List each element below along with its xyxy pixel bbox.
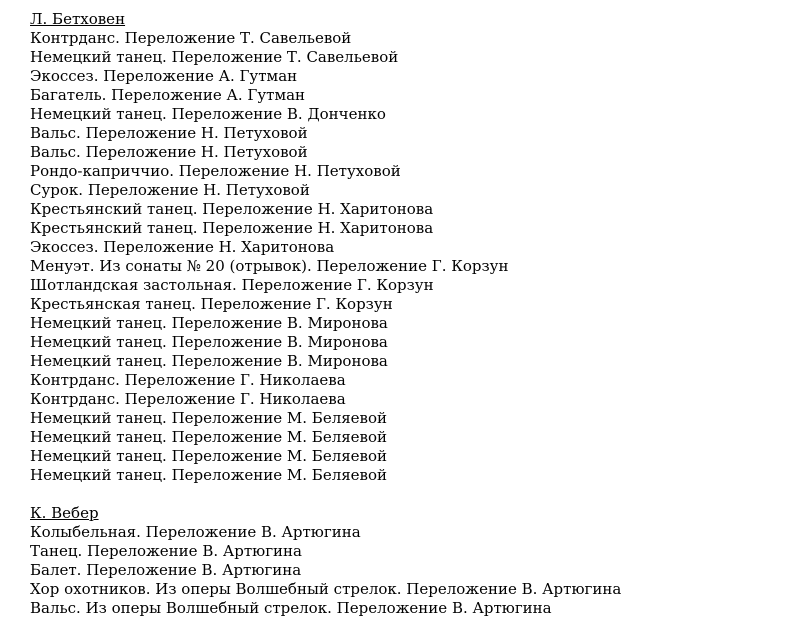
piece-list [30,29,791,485]
list-item: Танец. Переложение В. Артюгина [30,542,302,560]
list-item: Экоссез. Переложение А. Гутман [30,67,298,85]
section-weber [30,504,791,618]
list-item: Немецкий танец. Переложение В. Донченко [30,105,386,123]
list-item: Экоссез. Переложение Н. Харитонова [30,238,335,256]
list-item: Шотландская застольная. Переложение Г. Корзун [30,276,434,294]
list-item: Вальс. Переложение Н. Петуховой [30,124,308,142]
list-item: Немецкий танец. Переложение М. Беляевой [30,428,388,446]
list-item: Хор охотников. Из оперы Волшебный стрелок. Переложение В. Артюгина [30,580,622,598]
list-item: Крестьянский танец. Переложение Н. Харитонова [30,219,434,237]
list-item: Сурок. Переложение Н. Петуховой [30,181,310,199]
composer-heading: К. Вебер [30,504,99,522]
list-item: Вальс. Из оперы Волшебный стрелок. Переложение В. Артюгина [30,599,552,617]
list-item: Вальс. Переложение Н. Петуховой [30,143,308,161]
list-item: Крестьянская танец. Переложение Г. Корзун [30,295,393,313]
list-item: Контрданс. Переложение Г. Николаева [30,390,346,408]
list-item: Менуэт. Из сонаты № 20 (отрывок). Переложение Г. Корзун [30,257,509,275]
list-item: Немецкий танец. Переложение Т. Савельевой [30,48,399,66]
composer-heading: Л. Бетховен [30,10,126,28]
list-item: Немецкий танец. Переложение В. Миронова [30,333,388,351]
list-item: Немецкий танец. Переложение В. Миронова [30,352,388,370]
list-item: Колыбельная. Переложение В. Артюгина [30,523,361,541]
list-item: Немецкий танец. Переложение В. Миронова [30,314,388,332]
list-item: Балет. Переложение В. Артюгина [30,561,302,579]
list-item: Крестьянский танец. Переложение Н. Харитонова [30,200,434,218]
list-item: Немецкий танец. Переложение М. Беляевой [30,466,388,484]
list-item: Контрданс. Переложение Г. Николаева [30,371,346,389]
section-beethoven [30,10,791,485]
list-item: Контрданс. Переложение Т. Савельевой [30,29,352,47]
piece-list [30,523,791,618]
list-item: Рондо-каприччио. Переложение Н. Петуховой [30,162,401,180]
list-item: Немецкий танец. Переложение М. Беляевой [30,447,388,465]
list-item: Немецкий танец. Переложение М. Беляевой [30,409,388,427]
list-item: Багатель. Переложение А. Гутман [30,86,306,104]
